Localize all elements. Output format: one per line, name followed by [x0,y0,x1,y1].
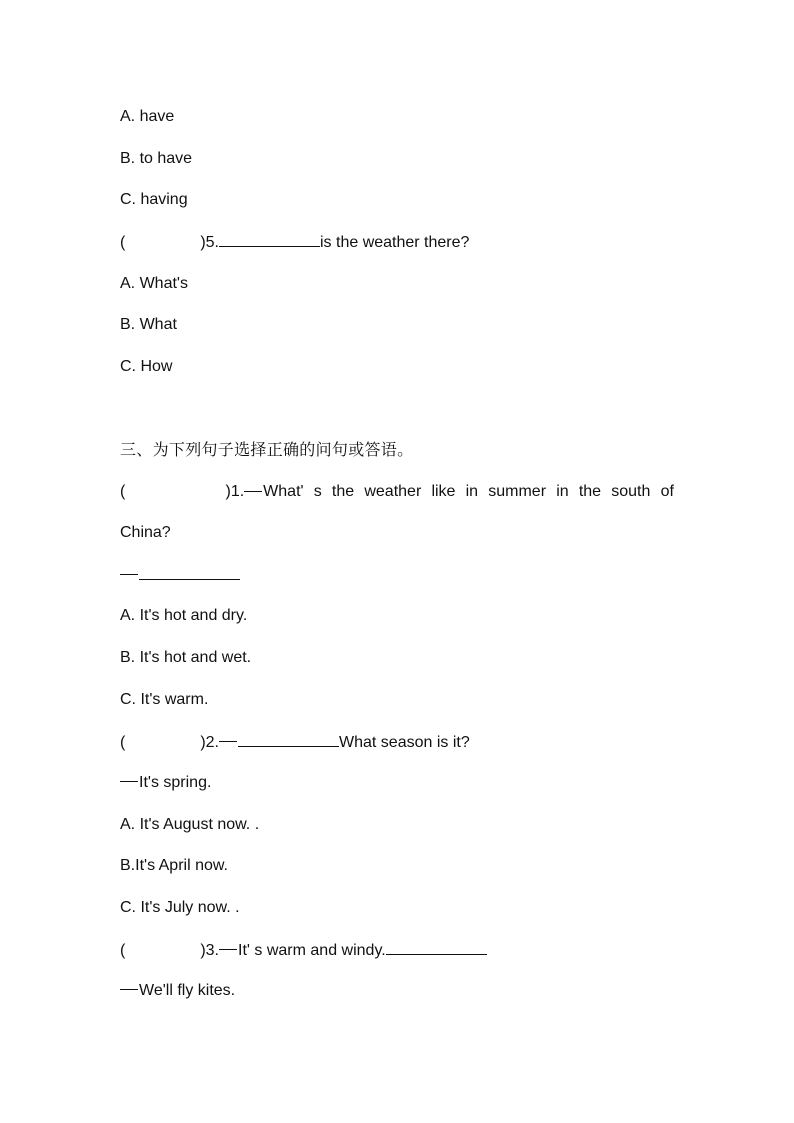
em-dash [244,491,262,492]
em-dash [219,741,237,742]
answer-blank [139,565,240,580]
question-number: )2. [200,734,219,751]
question-word: the [578,483,602,500]
question-number-group [136,482,304,502]
question-5 [120,232,469,253]
option-b: B. to have [120,150,193,167]
em-dash [120,574,138,575]
answer-paren-open: ( [120,942,126,959]
option-a: A. It's August now. . [120,816,260,833]
answer-line [120,565,240,586]
question-number: )3. [200,942,219,959]
reply-text: It's spring. [139,774,212,791]
question-word: summer [488,483,547,500]
option-a: A. What's [120,275,188,292]
answer-paren-open: ( [120,734,126,751]
reply-line [120,773,211,793]
answer-paren-open: ( [120,234,126,251]
option-b: B. What [120,316,177,333]
option-c: C. It's July now. . [120,899,240,916]
answer-blank [219,232,320,247]
section-heading: 三、为下列句子选择正确的问句或答语。 [120,440,414,459]
question-word: s [313,483,322,500]
question-word: in [465,483,479,500]
question-text: It' s warm and windy. [238,942,386,959]
section3-question-1 [120,482,674,502]
option-c: C. How [120,358,173,375]
section3-question-3 [120,940,487,961]
question-word: like [431,483,456,500]
question-word: south [611,483,651,500]
answer-paren-open: ( [120,483,126,500]
em-dash [219,949,237,950]
question-word: the [331,483,355,500]
option-a: A. It's hot and dry. [120,607,248,624]
question-word: of [660,483,674,500]
answer-blank [238,732,339,747]
option-b: B. It's hot and wet. [120,649,252,666]
question-text: What season is it? [339,734,470,751]
option-c: C. having [120,191,188,208]
question-word: weather [364,483,422,500]
option-b: B.It's April now. [120,857,228,874]
option-c: C. It's warm. [120,691,209,708]
question-word: in [556,483,569,500]
question-text: is the weather there? [320,234,470,251]
em-dash [120,781,138,782]
em-dash [120,989,138,990]
question-continuation: China? [120,524,171,541]
question-number: )1. [225,483,245,500]
question-number: )5. [200,234,219,251]
reply-line [120,981,235,1001]
section3-question-2 [120,732,470,753]
option-a: A. have [120,108,175,125]
answer-blank [386,940,487,955]
reply-text: We'll fly kites. [139,982,236,999]
question-word: What' [263,483,304,500]
